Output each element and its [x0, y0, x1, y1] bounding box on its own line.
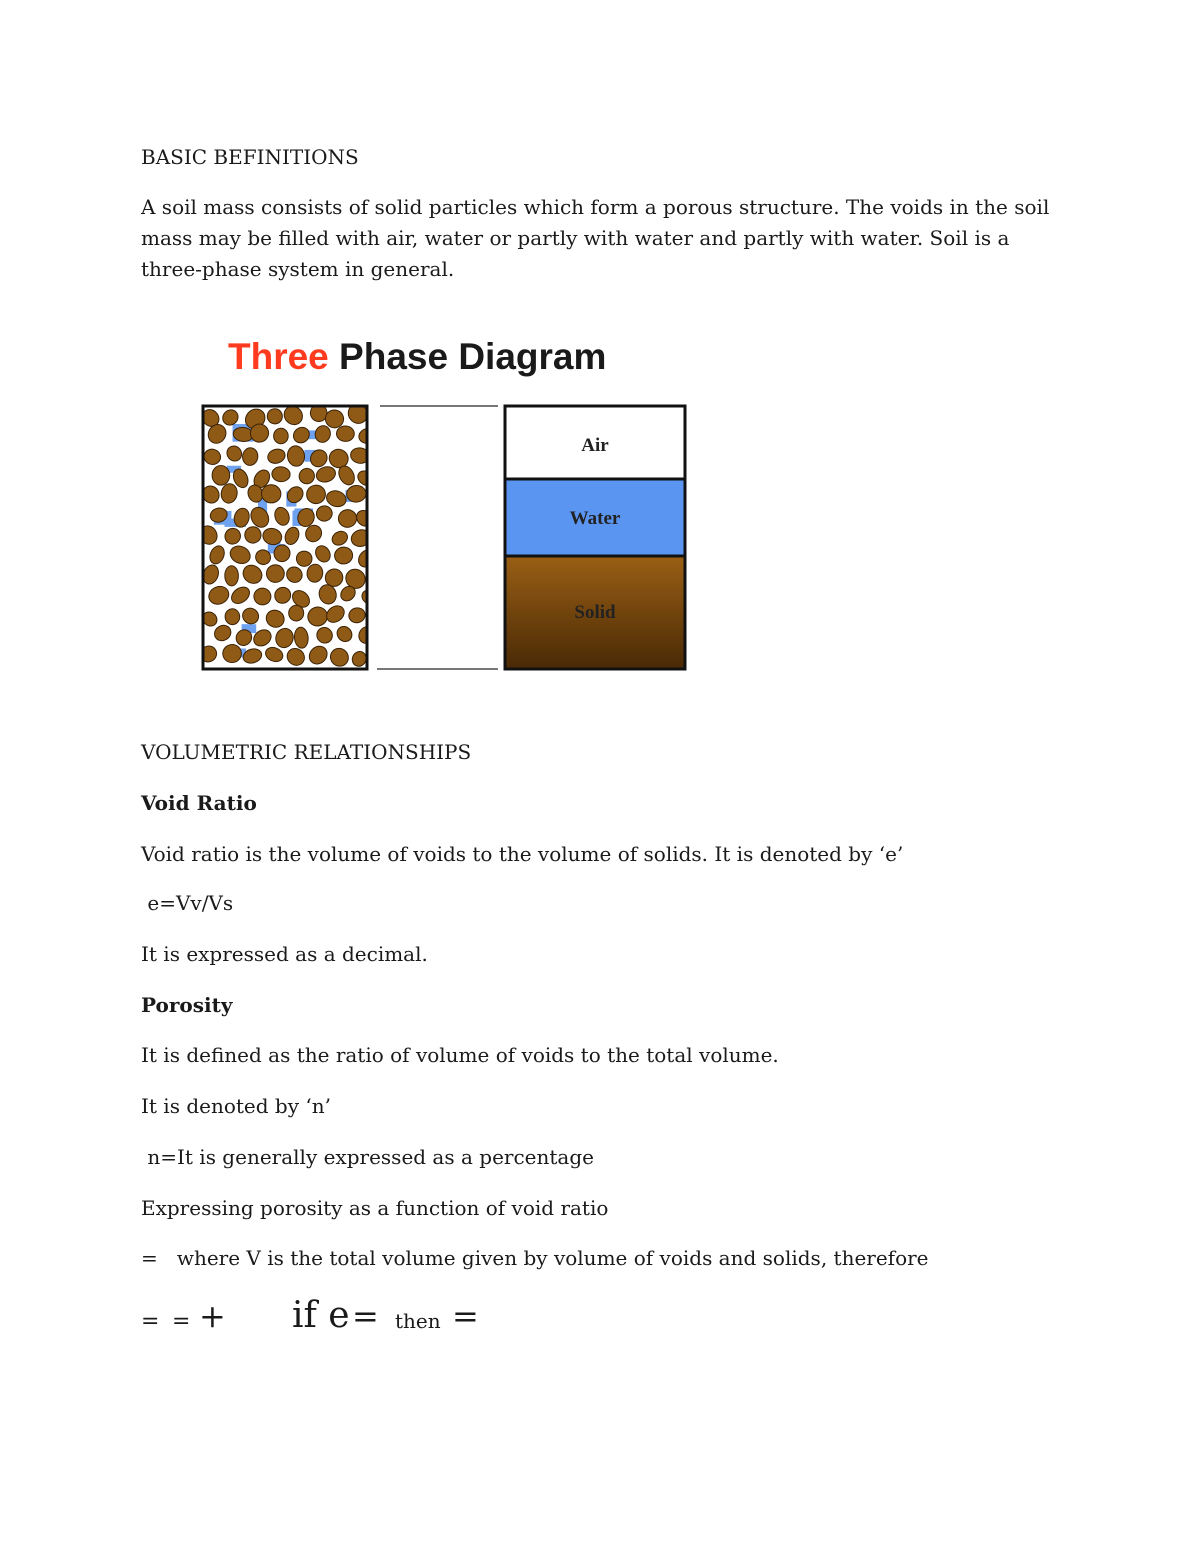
soil-grain [273, 428, 288, 444]
label-water: Water [569, 508, 621, 529]
intro-paragraph: A soil mass consists of solid particles which form a porous structure. The voids in the soil mass may be filled with air, water or partly with water and partly with water. Soil is a three-phase system in general. [141, 195, 1050, 281]
formula-if-e: if e [292, 1295, 350, 1336]
formula-eq-3: = [352, 1297, 379, 1335]
formula-eq-1: = [141, 1309, 160, 1334]
diagram-title-accent: Three [228, 336, 329, 377]
diagram-title-rest: Phase Diagram [328, 336, 607, 377]
soil-grain [336, 426, 354, 442]
soil-grain [289, 605, 304, 621]
porosity-definition: It is defined as the ratio of volume of voids to the total volume. [141, 1043, 779, 1067]
heading-basic-definitions: BASIC BEFINITIONS [141, 145, 359, 169]
svg-text:Three Phase Diagram [228, 336, 606, 377]
soil-grain [212, 466, 230, 486]
formula-then: then [395, 1309, 441, 1333]
porosity-denoted: It is denoted by ‘n’ [141, 1094, 331, 1118]
soil-grain [225, 566, 239, 586]
void-ratio-note: It is expressed as a decimal. [141, 942, 428, 966]
porosity-title: Porosity [141, 993, 233, 1017]
formula-eq-4: = [452, 1297, 479, 1335]
void-ratio-formula: e=Vv/Vs [141, 891, 234, 915]
formula-plus: + [199, 1297, 226, 1335]
void-ratio-definition: Void ratio is the volume of voids to the volume of solids. It is denoted by ‘e’ [141, 842, 904, 866]
porosity-where-line: = where V is the total volume given by volume of voids and solids, therefore [141, 1246, 929, 1270]
label-air: Air [581, 435, 609, 456]
formula-row [141, 1295, 741, 1345]
label-solid: Solid [574, 602, 616, 623]
three-phase-diagram [195, 328, 695, 678]
porosity-n-line: n=It is generally expressed as a percentage [141, 1145, 594, 1169]
void-ratio-title: Void Ratio [141, 791, 257, 815]
formula-eq-2: = [172, 1309, 191, 1334]
heading-volumetric-relationships: VOLUMETRIC RELATIONSHIPS [141, 740, 472, 764]
porosity-expressing: Expressing porosity as a function of void ratio [141, 1196, 609, 1220]
